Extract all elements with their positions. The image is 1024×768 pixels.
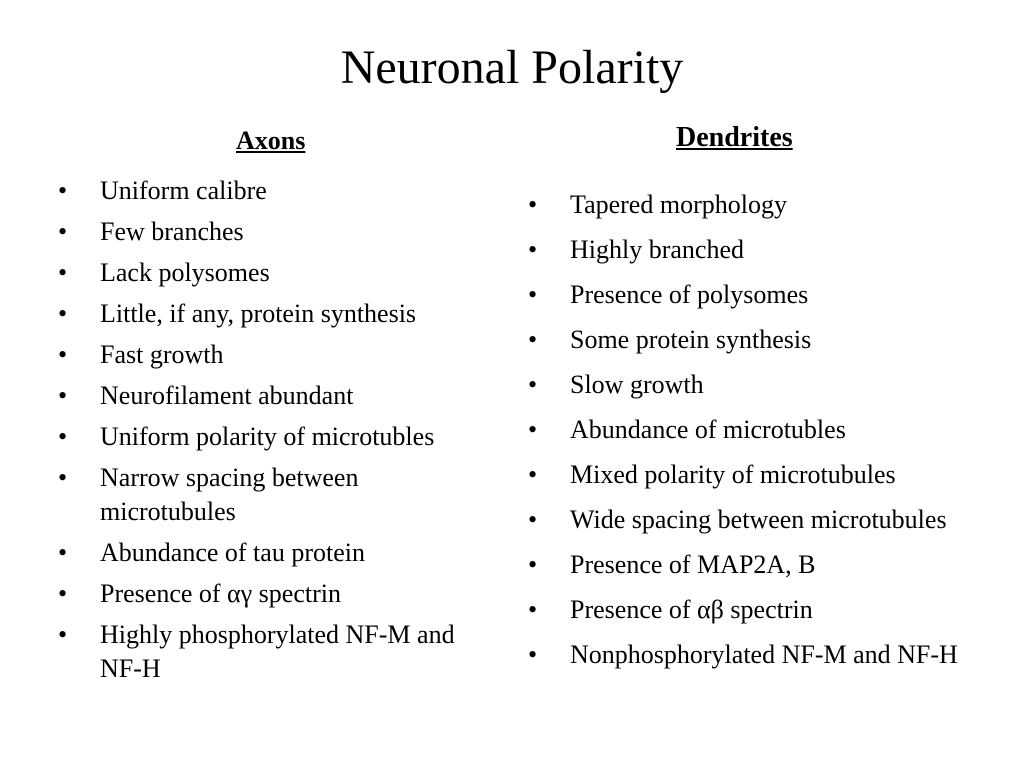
dendrites-list-item — [528, 321, 988, 358]
axons-list-item — [58, 256, 498, 290]
bullet-icon: • — [58, 381, 68, 410]
axons-list-item — [58, 461, 498, 529]
axons-list-item — [58, 618, 498, 686]
dendrites-list-item — [528, 501, 988, 538]
bullet-icon: • — [528, 595, 538, 624]
axons-list-item — [58, 174, 498, 208]
axons-list-item — [58, 338, 498, 372]
bullet-icon: • — [528, 460, 538, 489]
bullet-icon: • — [58, 340, 68, 369]
dendrites-list-item-text: Presence of MAP2A, B — [570, 550, 816, 579]
bullet-icon: • — [58, 258, 68, 287]
axons-heading: Axons — [236, 126, 306, 155]
dendrites-list-item-text: Nonphosphorylated NF-M and NF-H — [570, 640, 958, 669]
dendrites-list-item — [528, 456, 988, 493]
axons-list-item-text: Highly phosphorylated NF-M and NF-H — [100, 620, 455, 683]
axons-list-item-text: Few branches — [100, 217, 244, 246]
axons-list-item-text: Uniform calibre — [100, 176, 267, 205]
slide-title: Neuronal Polarity — [340, 41, 684, 94]
bullet-icon: • — [58, 620, 68, 649]
dendrites-list-item-text: Mixed polarity of microtubules — [570, 460, 896, 489]
bullet-icon: • — [528, 640, 538, 669]
bullet-icon: • — [58, 176, 68, 205]
axons-list-item — [58, 577, 498, 611]
axons-list-item — [58, 379, 498, 413]
axons-list — [58, 174, 498, 693]
dendrites-list-item — [528, 591, 988, 628]
axons-list-item — [58, 420, 498, 454]
dendrites-list-item — [528, 231, 988, 268]
axons-list-item — [58, 297, 498, 331]
bullet-icon: • — [528, 415, 538, 444]
axons-list-item-text: Narrow spacing between microtubules — [100, 463, 359, 526]
axons-list-item — [58, 536, 498, 570]
bullet-icon: • — [528, 280, 538, 309]
dendrites-list-item-text: Highly branched — [570, 235, 745, 264]
dendrites-list-item — [528, 411, 988, 448]
dendrites-list-item-text: Presence of polysomes — [570, 280, 809, 309]
axons-list-item-text: Abundance of tau protein — [100, 538, 365, 567]
dendrites-list-item — [528, 366, 988, 403]
bullet-icon: • — [58, 538, 68, 567]
dendrites-list-item-text: Some protein synthesis — [570, 325, 812, 354]
bullet-icon: • — [58, 422, 68, 451]
dendrites-list-item-text: Wide spacing between microtubules — [570, 505, 947, 534]
dendrites-list — [528, 186, 988, 681]
axons-list-item-text: Lack polysomes — [100, 258, 270, 287]
bullet-icon: • — [528, 550, 538, 579]
dendrites-list-item-text: Presence of αβ spectrin — [570, 595, 813, 624]
dendrites-list-item-text: Abundance of microtubles — [570, 415, 846, 444]
bullet-icon: • — [58, 579, 68, 608]
dendrites-list-item-text: Slow growth — [570, 370, 704, 399]
axons-list-item-text: Neurofilament abundant — [100, 381, 354, 410]
bullet-icon: • — [58, 299, 68, 328]
bullet-icon: • — [528, 235, 538, 264]
axons-list-item-text: Fast growth — [100, 340, 224, 369]
axons-list-item-text: Little, if any, protein synthesis — [100, 299, 417, 328]
axons-list-item-text: Presence of αγ spectrin — [100, 579, 341, 608]
bullet-icon: • — [58, 217, 68, 246]
bullet-icon: • — [528, 325, 538, 354]
dendrites-list-item — [528, 276, 988, 313]
axons-list-item-text: Uniform polarity of microtubles — [100, 422, 435, 451]
bullet-icon: • — [528, 505, 538, 534]
bullet-icon: • — [528, 190, 538, 219]
dendrites-list-item-text: Tapered morphology — [570, 190, 787, 219]
dendrites-list-item — [528, 636, 988, 673]
dendrites-list-item — [528, 546, 988, 583]
bullet-icon: • — [528, 370, 538, 399]
dendrites-heading: Dendrites — [676, 122, 793, 153]
dendrites-list-item — [528, 186, 988, 223]
axons-list-item — [58, 215, 498, 249]
bullet-icon: • — [58, 463, 68, 492]
